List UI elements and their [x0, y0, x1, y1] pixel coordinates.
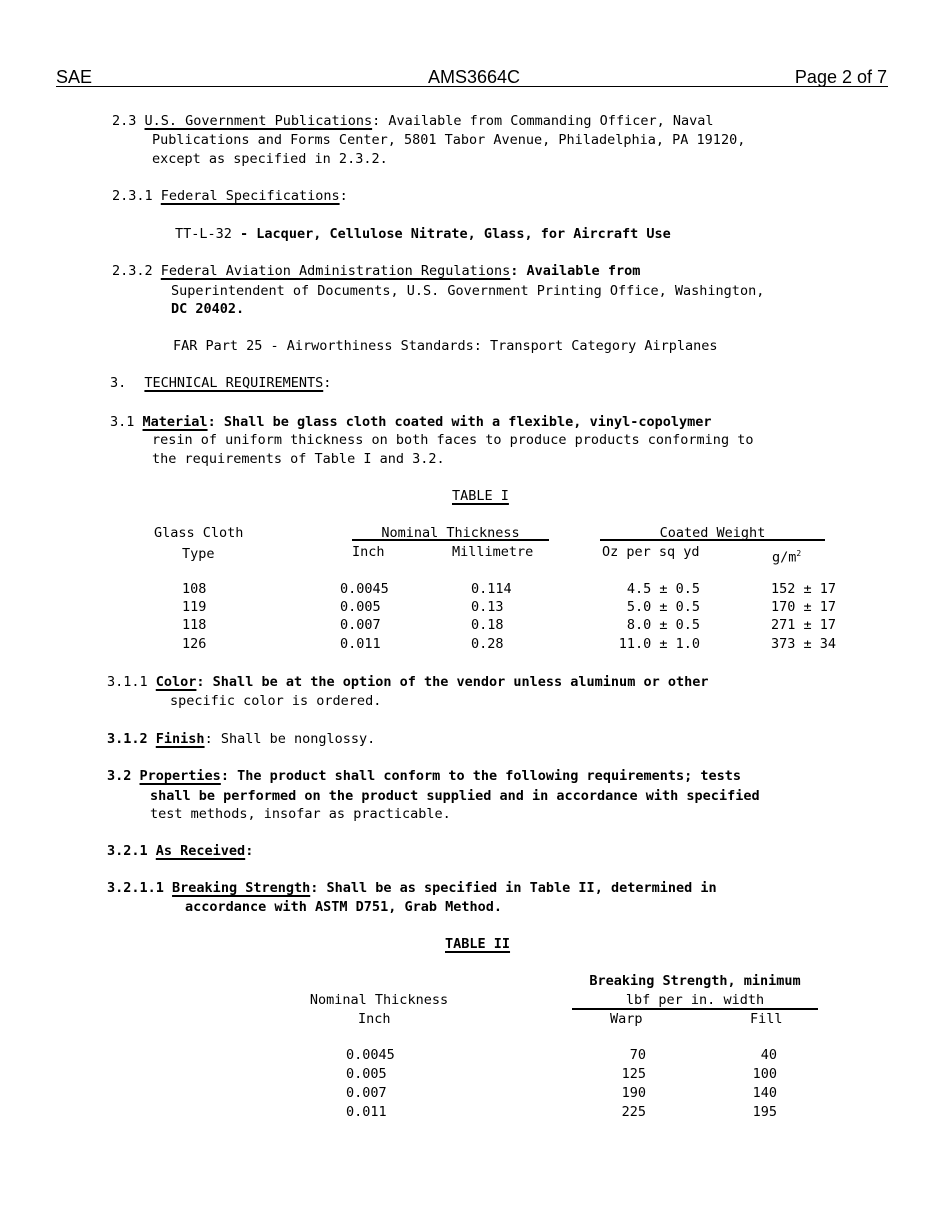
section-number: 3.2.1	[107, 843, 148, 859]
section-text: : Shall be glass cloth coated with a flexible, vinyl-copolymer	[207, 414, 712, 430]
section-number: 3.2	[107, 768, 132, 784]
table2-header-fill: Fill	[750, 1011, 783, 1027]
header-center: AMS3664C	[428, 67, 521, 87]
section-text: : The product shall conform to the following requirements; tests	[220, 768, 741, 784]
section-title: Federal Specifications	[160, 188, 340, 204]
section-title: Material	[142, 414, 208, 430]
spec-entry	[175, 225, 671, 243]
section-number: 3.1.2	[107, 731, 148, 747]
table1-header-inch: Inch	[352, 544, 385, 560]
table2-header-inch: Inch	[358, 1011, 391, 1027]
spec-id: TT-L-32	[175, 226, 232, 242]
table2-cell-inch: 0.007	[346, 1085, 387, 1101]
table1-cell-mm: 0.13	[471, 599, 504, 615]
table1-coated-rule	[600, 539, 825, 541]
table1-cell-inch: 0.011	[340, 636, 381, 652]
table-row	[0, 616, 950, 634]
table1-cell-inch: 0.0045	[340, 581, 389, 597]
section-title: Federal Aviation Administration Regulations	[160, 263, 511, 279]
section-text: : Available from Commanding Officer, Naval	[372, 113, 714, 129]
section-number: 3.	[110, 375, 127, 391]
table1-cell-type: 108	[182, 581, 207, 597]
section-text: : Shall be nonglossy.	[204, 731, 376, 747]
table2-cell-fill: 195	[752, 1104, 777, 1120]
table-row	[0, 1084, 950, 1102]
table1-cell-oz: 5.0 ± 0.5	[626, 599, 700, 615]
section-title: Finish	[155, 731, 205, 747]
section-title: Breaking Strength	[172, 880, 311, 896]
table1-cell-mm: 0.18	[471, 617, 504, 633]
table2-title: TABLE II	[445, 936, 511, 952]
section-number: 3.1.1	[107, 674, 148, 690]
table2-cell-warp: 225	[621, 1104, 646, 1120]
table1-cell-type: 118	[182, 617, 207, 633]
section-3-2-1	[107, 842, 253, 860]
section-3	[110, 374, 331, 392]
table-row	[0, 598, 950, 616]
section-3-2	[107, 767, 741, 785]
table1-cell-gm: 271 ± 17	[770, 617, 836, 633]
table1-cell-type: 119	[182, 599, 207, 615]
table1-nominal-rule	[352, 539, 549, 541]
section-2-3-2-line3: DC 20402.	[171, 301, 245, 317]
section-title: Color	[155, 674, 197, 690]
table2-cell-warp: 70	[629, 1047, 646, 1063]
table-row	[0, 635, 950, 653]
table1-header-gm	[772, 545, 801, 567]
section-3-1-2	[107, 730, 375, 748]
section-2-3-line3: except as specified in 2.3.2.	[152, 151, 388, 167]
section-2-3	[112, 112, 713, 130]
section-number: 3.2.1.1	[107, 880, 164, 896]
section-2-3-2	[112, 262, 640, 280]
table2-cell-inch: 0.005	[346, 1066, 387, 1082]
table2-cell-warp: 190	[621, 1085, 646, 1101]
section-3-1	[110, 413, 711, 431]
section-3-2-1-1	[107, 879, 717, 897]
section-title: TECHNICAL REQUIREMENTS	[144, 375, 324, 391]
header-left: SAE	[56, 67, 93, 87]
section-text: : Shall be at the option of the vendor unless aluminum or other	[196, 674, 709, 690]
table2-cell-fill: 40	[760, 1047, 777, 1063]
section-2-3-2-line2: Superintendent of Documents, U.S. Government Printing Office, Washington,	[171, 283, 765, 299]
table2-cell-inch: 0.0045	[346, 1047, 395, 1063]
section-3-1-line3: the requirements of Table I and 3.2.	[152, 451, 445, 467]
table1-title: TABLE I	[452, 488, 509, 504]
table1-cell-oz: 4.5 ± 0.5	[626, 581, 700, 597]
table1-cell-inch: 0.007	[340, 617, 381, 633]
table2-header-lbf: lbf per in. width	[625, 992, 765, 1008]
section-number: 2.3.1	[112, 188, 153, 204]
gm-unit-exponent: 2	[796, 549, 802, 558]
section-title: Properties	[139, 768, 221, 784]
table1-header-type: Type	[182, 546, 215, 562]
section-text: : Shall be as specified in Table II, determined in	[310, 880, 717, 896]
spec-description: - Lacquer, Cellulose Nitrate, Glass, for Aircraft Use	[240, 226, 671, 242]
section-3-2-line2: shall be performed on the product supplied and in accordance with specified	[150, 788, 760, 804]
table2-header-nominal: Nominal Thickness	[309, 992, 449, 1008]
section-2-3-1	[112, 187, 348, 205]
table2-cell-warp: 125	[621, 1066, 646, 1082]
table1-cell-mm: 0.28	[471, 636, 504, 652]
table1-header-oz: Oz per sq yd	[602, 544, 700, 560]
table1-cell-type: 126	[182, 636, 207, 652]
table-row	[0, 1065, 950, 1083]
table2-cell-fill: 140	[752, 1085, 777, 1101]
table-row	[0, 1103, 950, 1121]
table1-cell-inch: 0.005	[340, 599, 381, 615]
section-suffix: :	[339, 188, 348, 204]
section-title: As Received	[155, 843, 246, 859]
table2-cell-inch: 0.011	[346, 1104, 387, 1120]
section-suffix: :	[323, 375, 332, 391]
table1-header-nominal: Nominal Thickness	[381, 525, 520, 541]
gm-unit: g/m	[772, 549, 797, 566]
header-rule	[56, 86, 888, 87]
table2-header-warp: Warp	[610, 1011, 643, 1027]
section-number: 3.1	[110, 414, 135, 430]
section-3-1-1-line2: specific color is ordered.	[170, 693, 382, 709]
table1-header-glass: Glass Cloth	[154, 525, 244, 541]
section-text: : Available from	[510, 263, 641, 279]
table-row	[0, 1046, 950, 1064]
table1-cell-mm: 0.114	[471, 581, 512, 597]
section-number: 2.3	[112, 113, 137, 129]
section-number: 2.3.2	[112, 263, 153, 279]
table1-cell-oz: 11.0 ± 1.0	[618, 636, 700, 652]
section-3-2-line3: test methods, insofar as practicable.	[150, 806, 451, 822]
section-3-1-line2: resin of uniform thickness on both faces to produce products conforming to	[152, 432, 754, 448]
table1-header-mm: Millimetre	[452, 544, 534, 560]
table-row	[0, 580, 950, 598]
table1-cell-gm: 152 ± 17	[770, 581, 836, 597]
section-2-3-line2: Publications and Forms Center, 5801 Tabor Avenue, Philadelphia, PA 19120,	[152, 132, 746, 148]
table1-cell-oz: 8.0 ± 0.5	[626, 617, 700, 633]
section-3-2-1-1-line2: accordance with ASTM D751, Grab Method.	[185, 899, 502, 915]
table2-cell-fill: 100	[752, 1066, 777, 1082]
section-title: U.S. Government Publications	[144, 113, 373, 129]
table1-header-coated: Coated Weight	[659, 525, 766, 541]
section-3-1-1	[107, 673, 708, 691]
table2-header-bs: Breaking Strength, minimum	[589, 973, 801, 989]
table1-cell-gm: 373 ± 34	[770, 636, 836, 652]
section-suffix: :	[245, 843, 254, 859]
far-reference: FAR Part 25 - Airworthiness Standards: Transport Category Airplanes	[173, 338, 718, 354]
header-right: Page 2 of 7	[794, 67, 887, 87]
table1-cell-gm: 170 ± 17	[770, 599, 836, 615]
